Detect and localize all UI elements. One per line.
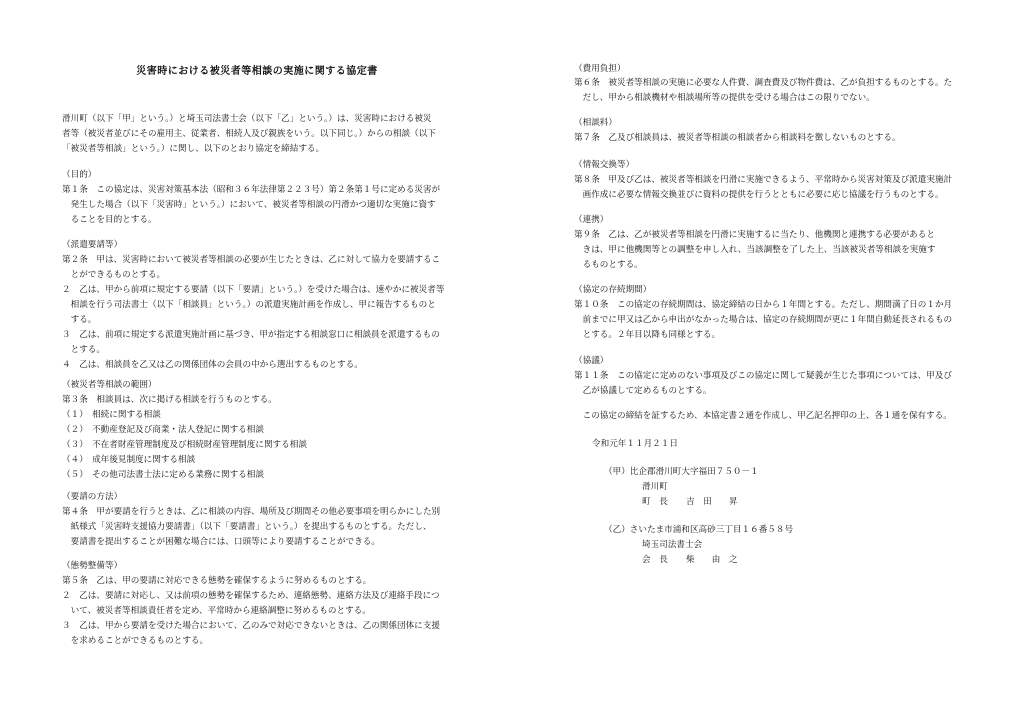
article-11-line: 乙が協議して定めるものとする。 (574, 386, 712, 396)
article-4-line: 紙様式「災害時支援協力要請書」（以下「要請書」という。）を提出するものとする。ただし、 (62, 522, 432, 532)
article-3-line: （１） 相続に関する相談 (62, 410, 161, 420)
article-3-line: 第３条 相談員は、次に掲げる相談を行うものとする。 (62, 395, 277, 405)
preamble-line: 者等（被災者並びにその雇用主、従業者、相続人及び親族をいう。以下同じ。）からの相談（以下 (62, 129, 436, 139)
article-6 (574, 76, 966, 106)
article-6-heading: （費用負担） (574, 64, 626, 74)
article-9-line: きは、甲に他機関等との調整を申し入れ、当該調整を了した上、当該被災者等相談を実施す (574, 245, 936, 255)
preamble-line: 「被災者等相談」という。）に関し、以下のとおり協定を締結する。 (62, 144, 325, 154)
article-9-heading: （連携） (574, 215, 609, 225)
article-4 (62, 505, 452, 550)
article-2-line: ２ 乙は、甲から前項に規定する要請（以下「要請」という。）を受けた場合は、速やかに被災者等 (62, 285, 445, 295)
article-10-line: とする。２年目以降も同様とする。 (574, 330, 721, 340)
article-5-heading: （態勢整備等） (62, 561, 123, 571)
article-2 (62, 253, 452, 373)
article-11-line: 第１１条 この協定に定めのない事項及びこの協定に関して疑義が生じた事項については、甲及び (574, 371, 952, 381)
article-2-line: 第２条 甲は、災害時において被災者等相談の必要が生じたときは、乙に対して協力を要請するこ (62, 255, 441, 265)
article-11 (574, 369, 966, 399)
article-4-line: 第４条 甲が要請を行うときは、乙に相談の内容、場所及び期間その他必要事項を明らかにした別 (62, 507, 441, 517)
agreement-date: 令和元年１１月２１日 (592, 439, 678, 449)
article-9-line: 第９条 乙は、乙が被災者等相談を円滑に実施するに当たり、他機関と連携する必要があると (574, 230, 935, 240)
document-title: 災害時における被災者等相談の実施に関する協定書 (136, 66, 378, 77)
party-b-org: 埼玉司法書士会 (642, 540, 703, 550)
article-9 (574, 228, 966, 273)
article-5-line: いて、被災者等相談責任者を定め、平常時から連絡調整に努めるものとする。 (62, 606, 371, 616)
article-3-line: （２） 不動産登記及び商業・法人登記に関する相談 (62, 425, 264, 435)
article-6-line: 第６条 被災者等相談の実施に必要な人件費、調査費及び物件費は、乙が負担するものとする。た (574, 78, 953, 88)
article-1-line: ることを目的とする。 (62, 215, 157, 225)
article-7-line: 第７条 乙及び相談員は、被災者等相談の相談者から相談料を徴しないものとする。 (574, 133, 901, 143)
article-10-heading: （協定の存続期間） (574, 285, 652, 295)
article-5-line: ３ 乙は、甲から要請を受けた場合において、乙のみで対応できないときは、乙の関係団体に支援 (62, 621, 440, 631)
preamble-line: 滑川町（以下「甲」という。）と埼玉司法書士会（以下「乙」という。）は、災害時における被災 (62, 114, 432, 124)
article-10-line: 第１０条 この協定の存続期間は、協定締結の日から１年間とする。ただし、期間満了日の１か月 (574, 300, 953, 310)
party-a-role: 町 長 (642, 497, 668, 507)
article-11-heading: （協議） (574, 356, 609, 366)
article-5-line: ２ 乙は、要請に対応し、又は前項の態勢を確保するため、連絡態勢、連絡方法及び連絡手段につ (62, 591, 440, 601)
closing-statement: この協定の締結を証するため、本協定書２通を作成し、甲乙記名押印の上、各１通を保有する。 (574, 411, 952, 421)
article-3 (62, 393, 452, 483)
article-7-heading: （相談料） (574, 118, 617, 128)
article-9-line: るものとする。 (574, 260, 643, 270)
article-8-line: 第８条 甲及び乙は、被災者等相談を円滑に実施できるよう、平常時から災害対策及び派遣実施計 (574, 175, 953, 185)
article-3-heading: （被災者等相談の範囲） (62, 380, 157, 390)
article-1 (62, 183, 452, 228)
article-3-line: （５） その他司法書士法に定める業務に関する相談 (62, 470, 264, 480)
party-a-org: 滑川町 (642, 482, 668, 492)
article-1-line: 発生した場合（以下「災害時」という。）において、被災者等相談の円滑かつ適切な実施に資す (62, 200, 436, 210)
article-1-line: 第１条 この協定は、災害対策基本法（昭和３６年法律第２２３号）第２条第１号に定める災害が (62, 185, 441, 195)
article-4-heading: （要請の方法） (62, 492, 123, 502)
party-b-name: 柴 由 之 (686, 555, 738, 565)
article-7 (574, 131, 966, 146)
article-5-line: を求めることができるものとする。 (62, 636, 209, 646)
party-a-name: 吉 田 昇 (686, 497, 738, 507)
article-10 (574, 298, 966, 343)
article-6-line: だし、甲から相談機材や相談場所等の提供を受ける場合はこの限りでない。 (574, 93, 875, 103)
article-8 (574, 173, 966, 203)
article-5-line: 第５条 乙は、甲の要請に対応できる態勢を確保するように努めるものとする。 (62, 576, 372, 586)
article-2-line: ３ 乙は、前項に規定する派遣実施計画に基づき、甲が指定する相談窓口に相談員を派遣するもの (62, 330, 440, 340)
party-b-address: （乙）さいたま市浦和区高砂三丁目１６番５８号 (604, 525, 794, 535)
party-b-role: 会 長 (642, 555, 668, 565)
party-a-address: （甲）比企郡滑川町大字福田７５０－１ (604, 467, 759, 477)
article-4-line: 要請書を提出することが困難な場合には、口頭等により要請することができる。 (62, 537, 380, 547)
article-2-line: する。 (62, 315, 97, 325)
article-10-line: 前までに甲又は乙から申出がなかった場合は、協定の存続期間が更に１年間自動延長されるもの (574, 315, 953, 325)
article-8-heading: （情報交換等） (574, 160, 635, 170)
article-8-line: 画作成に必要な情報交換並びに資料の提供を行うとともに必要に応じ協議を行うものとする。 (574, 190, 944, 200)
article-2-line: とができるものとする。 (62, 270, 166, 280)
article-2-heading: （派遣要請等） (62, 240, 123, 250)
article-2-line: とする。 (62, 345, 105, 355)
article-5 (62, 574, 452, 649)
article-2-line: ４ 乙は、相談員を乙又は乙の関係団体の会員の中から選出するものとする。 (62, 360, 363, 370)
preamble (62, 112, 452, 157)
article-3-line: （３） 不在者財産管理制度及び相続財産管理制度に関する相談 (62, 440, 307, 450)
article-2-line: 相談を行う司法書士（以下「相談員」という。）の派遣実施計画を作成し、甲に報告するものと (62, 300, 436, 310)
article-3-line: （４） 成年後見制度に関する相談 (62, 455, 196, 465)
article-1-heading: （目的） (62, 170, 97, 180)
